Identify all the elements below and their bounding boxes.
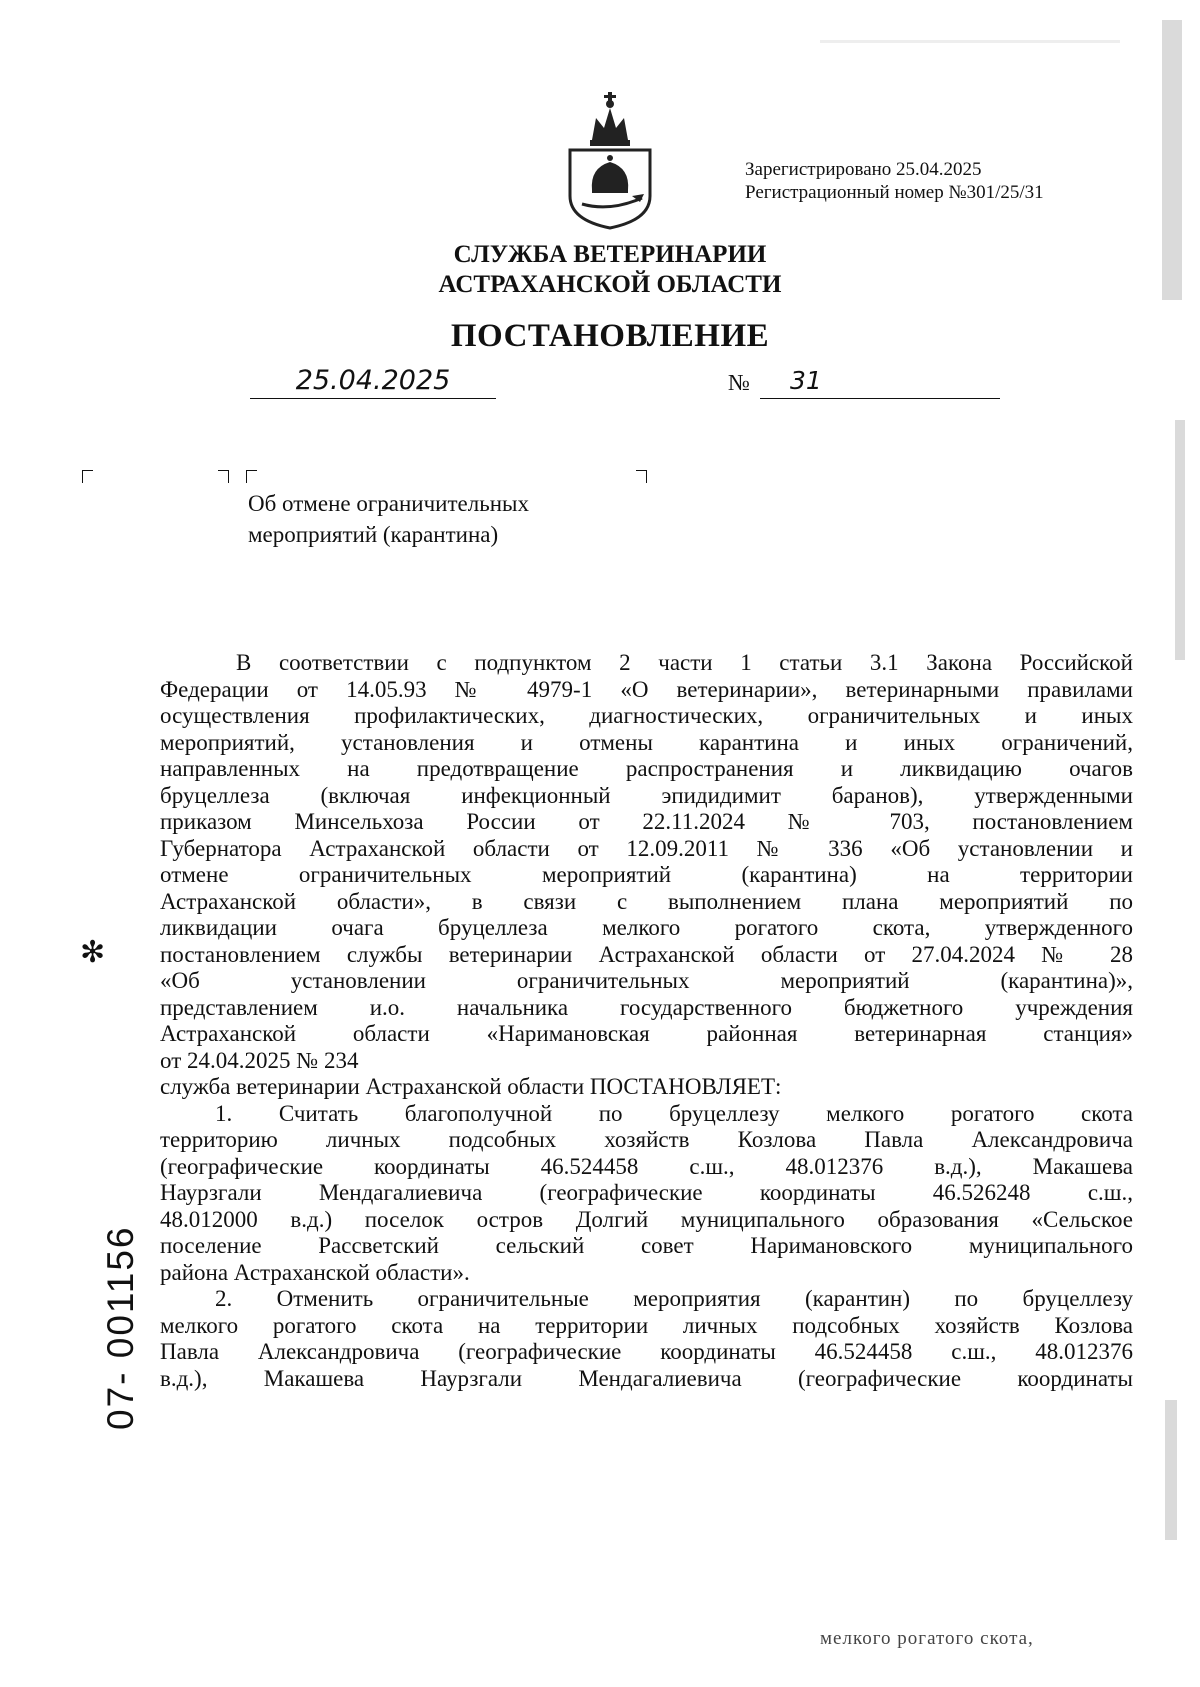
body-line: направленных на предотвращение распространения и ликвидацию очагов xyxy=(160,756,1133,781)
subject-line-2: мероприятий (карантина) xyxy=(248,522,499,547)
agency-line-1: СЛУЖБА ВЕТЕРИНАРИИ xyxy=(453,241,767,268)
body-line: мероприятий, установления и отмены карантина и иных ограничений, xyxy=(160,729,1133,755)
body-line: В соответствии с подпунктом 2 части 1 статьи 3.1 Закона Российской xyxy=(236,650,1133,675)
body-line: ликвидации очага бруцеллеза мелкого рогатого скота, утвержденного xyxy=(160,915,1133,940)
body-line: представлением и.о. начальника государственного бюджетного учреждения xyxy=(160,994,1133,1020)
item-2-line: 2. Отменить ограничительные мероприятия (карантин) по бруцеллезу xyxy=(215,1286,1133,1311)
body-line: от 24.04.2025 № 234 xyxy=(160,1047,359,1073)
body-line: «Об установлении ограничительных мероприятий (карантина)», xyxy=(160,968,1133,993)
decree-line: служба ветеринарии Астраханской области ПОСТАНОВЛЯЕТ: xyxy=(160,1074,782,1099)
scan-noise xyxy=(1165,1400,1177,1540)
side-registration-code: 07- 001156 xyxy=(100,1225,141,1430)
corner-bracket xyxy=(636,470,647,483)
coat-of-arms-icon xyxy=(562,78,658,230)
body-line: Федерации от 14.05.93 № 4979-1 «О ветеринарии», ветеринарными правилами xyxy=(160,676,1133,702)
body-line: Астраханской области», в связи с выполнением плана мероприятий по xyxy=(160,888,1133,914)
body-line: постановлением службы ветеринарии Астраханской области от 27.04.2024 № 28 xyxy=(160,941,1133,967)
item-1-line: района Астраханской области». xyxy=(160,1259,470,1285)
scan-noise xyxy=(820,40,1120,43)
subject-line-1: Об отмене ограничительных xyxy=(248,491,529,516)
agency-name xyxy=(400,240,820,300)
handwritten-number: 31 xyxy=(760,366,1000,399)
number-label: № xyxy=(728,370,750,395)
bleed-through-text: мелкого рогатого скота, xyxy=(820,1628,1034,1649)
item-1-line: (географические координаты 46.524458 с.ш., 48.012376 в.д.), Макашева xyxy=(160,1153,1133,1179)
registration-number: Регистрационный номер №301/25/31 xyxy=(745,182,1044,203)
item-1-line: территорию личных подсобных хозяйств Козлова Павла Александровича xyxy=(160,1127,1133,1152)
item-1-line: 48.012000 в.д.) поселок остров Долгий муниципального образования «Сельское xyxy=(160,1206,1133,1232)
handwritten-date: 25.04.2025 xyxy=(250,366,496,399)
corner-bracket xyxy=(246,470,257,483)
corner-bracket xyxy=(82,470,93,483)
document-body xyxy=(160,650,1133,1392)
body-line: приказом Минсельхоза России от 22.11.2024 № 703, постановлением xyxy=(160,809,1133,834)
scan-noise xyxy=(1162,20,1182,300)
body-line: бруцеллеза (включая инфекционный эпидидимит баранов), утвержденными xyxy=(160,782,1133,808)
side-mark: ✻ xyxy=(80,935,106,970)
registration-date: Зарегистрировано 25.04.2025 xyxy=(745,159,982,180)
item-1-line: 1. Считать благополучной по бруцеллезу мелкого рогатого скота xyxy=(215,1100,1133,1126)
body-line: отмене ограничительных мероприятий (карантина) на территории xyxy=(160,862,1133,887)
item-2-line: в.д.), Макашева Наурзгали Мендагалиевича (географические координаты xyxy=(160,1365,1133,1391)
document-type-title: ПОСТАНОВЛЕНИЕ xyxy=(450,318,770,354)
document-subject xyxy=(248,488,529,550)
scan-noise xyxy=(1175,420,1185,660)
corner-bracket xyxy=(218,470,229,483)
item-1-line: Наурзгали Мендагалиевича (географические координаты 46.526248 с.ш., xyxy=(160,1180,1133,1205)
body-line: осуществления профилактических, диагностических, ограничительных и иных xyxy=(160,703,1133,728)
body-line: Губернатора Астраханской области от 12.09.2011 № 336 «Об установлении и xyxy=(160,835,1133,861)
item-2-line: мелкого рогатого скота на территории личных подсобных хозяйств Козлова xyxy=(160,1312,1133,1338)
agency-line-2: АСТРАХАНСКОЙ ОБЛАСТИ xyxy=(438,271,782,298)
body-line: Астраханской области «Наримановская районная ветеринарная станция» xyxy=(160,1021,1133,1046)
registration-block xyxy=(745,158,1044,204)
item-2-line: Павла Александровича (географические координаты 46.524458 с.ш., 48.012376 xyxy=(160,1339,1133,1364)
item-1-line: поселение Рассветский сельский совет Наримановского муниципального xyxy=(160,1233,1133,1258)
